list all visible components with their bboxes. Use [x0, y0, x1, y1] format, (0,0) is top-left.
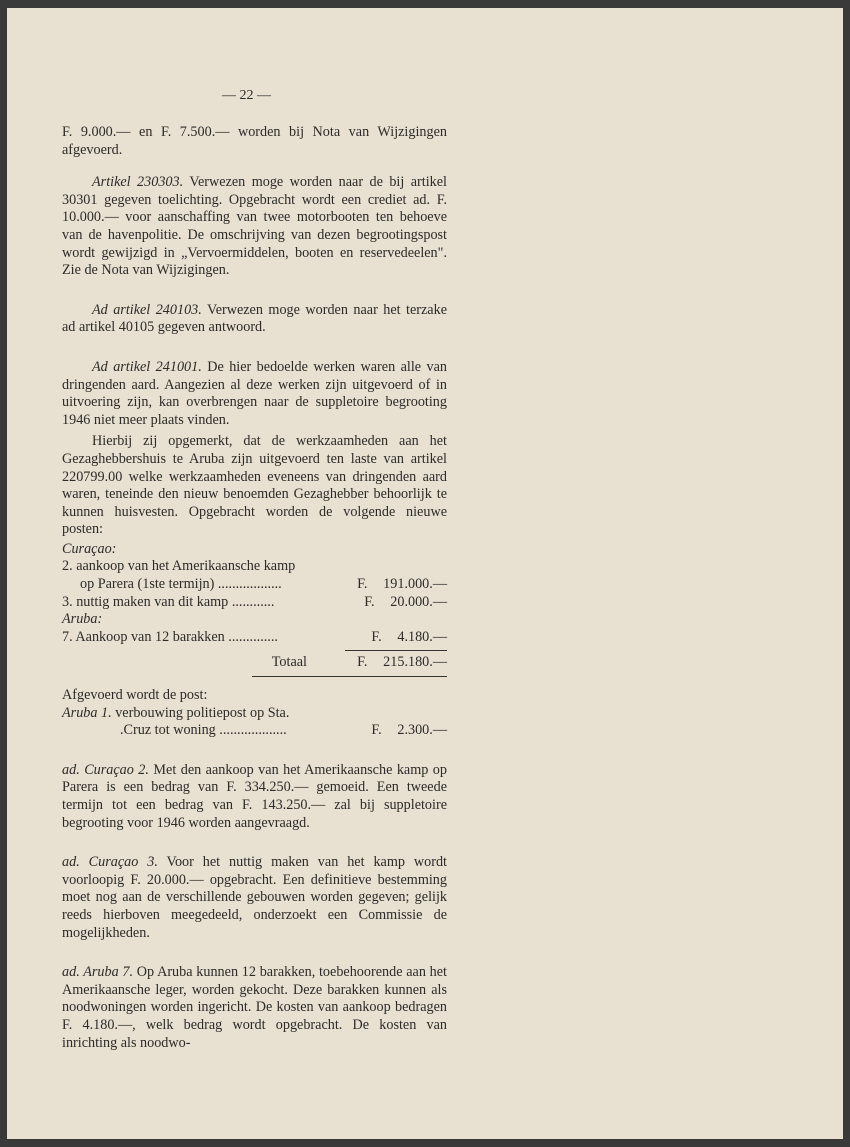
- article-heading: Artikel 230303.: [92, 174, 184, 191]
- amount-value: 2.300.—: [397, 722, 447, 739]
- currency: F.: [364, 593, 375, 610]
- amount-value: 20.000.—: [390, 593, 447, 610]
- note-heading: ad. Curaçao 2.: [62, 761, 149, 778]
- table-row: [62, 629, 447, 647]
- row-amount: [355, 722, 447, 740]
- table-row: 2. aankoop van het Amerikaansche kamp: [62, 558, 296, 575]
- paragraph-body: Voor het nuttig maken van het kamp wordt voorloopig F. 20.000.— opgebracht. Een definitieve bestemming moet nog aan de verschillende gebouwen worden gegeven; gelijk reeds hierboven meegedeeld, onderzoekt een Commissie de mogelijkheden.: [62, 854, 448, 941]
- paragraph-body: Op Aruba kunnen 12 barakken, toebehoorende aan het Amerikaansche leger, worden gekocht. Deze barakken kunnen als noodwoningen worden ingericht. De kosten van aankoop bedragen F. 4.180.—, welk bedrag wordt opgebracht. De kosten van inrichting als noodwo-: [62, 964, 447, 1051]
- total-label: Totaal: [271, 654, 307, 671]
- row-label: .Cruz tot woning ...................: [120, 722, 287, 739]
- amount-value: 4.180.—: [397, 628, 447, 645]
- row-amount: [355, 629, 447, 647]
- amount-value: 191.000.—: [383, 576, 447, 593]
- row-amount: [355, 594, 447, 612]
- note-heading: ad. Curaçao 3.: [62, 854, 158, 871]
- afgevoerd-block: [62, 687, 447, 740]
- paragraph-artikel-230303: [62, 174, 447, 280]
- paragraph-5: Hierbij zij opgemerkt, dat de werkzaamheden aan het Gezaghebbershuis te Aruba zijn uitgevoerd ten laste van artikel 220799.00 welke werkzaamheden eveneens van dringenden aard waren, teneinde den nieuw benoemden Gezaghebber behoorlijk te kunnen huisvesten. Opgebracht worden de volgende nieuwe posten:: [62, 433, 447, 538]
- document-page: [7, 8, 843, 1139]
- subtotal-rule: [345, 650, 447, 651]
- paragraph-aruba-7: [62, 964, 447, 1052]
- paragraph-curacao-2: [62, 762, 447, 832]
- total-rule: [252, 676, 447, 677]
- article-heading: Ad artikel 240103.: [92, 301, 202, 318]
- row-amount: [355, 576, 447, 594]
- posts-table: [62, 541, 447, 677]
- paragraph-artikel-241001: [62, 359, 447, 429]
- region-label-curacao: [62, 541, 447, 559]
- paragraph-body: De hier bedoelde werken waren alle van dringenden aard. Aangezien al deze werken zijn uitgevoerd of in uitvoering zijn, kan overbrengen naar de suppletoire begrooting 1946 niet meer plaats vinden.: [62, 358, 447, 428]
- paragraph-curacao-3: [62, 854, 447, 942]
- paragraph-body: Met den aankoop van het Amerikaansche kamp op Parera is een bedrag van F. 334.250.— gemoeid. Een tweede termijn tot een bedrag van F. 143.250.— zal bij suppletoire begrooting voor 1946 worden aangevraagd.: [62, 761, 447, 831]
- afgevoerd-intro: Afgevoerd wordt de post:: [62, 687, 208, 704]
- page-number: — 22 —: [222, 88, 271, 103]
- region-label-text: Curaçao:: [62, 540, 117, 557]
- row-label: 3. nuttig maken van dit kamp ............: [62, 593, 275, 610]
- table-row: [62, 594, 447, 612]
- paragraph-body: Verwezen moge worden naar het terzake ad artikel 40105 gegeven antwoord.: [62, 301, 448, 336]
- afgevoerd-label: Aruba 1.: [62, 704, 112, 721]
- afgevoerd-text: verbouwing politiepost op Sta.: [111, 704, 290, 721]
- afgevoerd-row: [62, 722, 447, 740]
- currency: F.: [371, 722, 382, 739]
- row-label: 7. Aankoop van 12 barakken ..............: [62, 628, 278, 645]
- paragraph-1: F. 9.000.— en F. 7.500.— worden bij Nota van Wijzigingen afgevoerd.: [62, 124, 447, 158]
- currency: F.: [371, 628, 382, 645]
- amount-value: 215.180.—: [383, 654, 447, 671]
- total-row: [62, 654, 447, 672]
- region-label-aruba: [62, 611, 447, 629]
- table-row: [62, 576, 447, 594]
- article-heading: Ad artikel 241001.: [92, 358, 202, 375]
- text-column: [62, 124, 447, 1052]
- currency: F.: [357, 576, 368, 593]
- region-label-text: Aruba:: [62, 611, 103, 628]
- paragraph-body: Verwezen moge worden naar de bij artikel 30301 gegeven toelichting. Opgebracht wordt een crediet ad. F. 10.000.— voor aanschaffing van twee motorbooten ten behoeve van de havenpolitie. De omschrijving van dezen begrootingspost wordt gewijzigd in „Vervoermiddelen, booten en reservedeelen". Zie de Nota van Wijzigingen.: [62, 174, 447, 279]
- afgevoerd-line: [62, 705, 447, 723]
- currency: F.: [357, 654, 368, 671]
- row-label: op Parera (1ste termijn) ..................: [80, 576, 282, 593]
- note-heading: ad. Aruba 7.: [62, 964, 134, 981]
- paragraph-artikel-240103: [62, 302, 447, 337]
- total-amount: [355, 654, 447, 672]
